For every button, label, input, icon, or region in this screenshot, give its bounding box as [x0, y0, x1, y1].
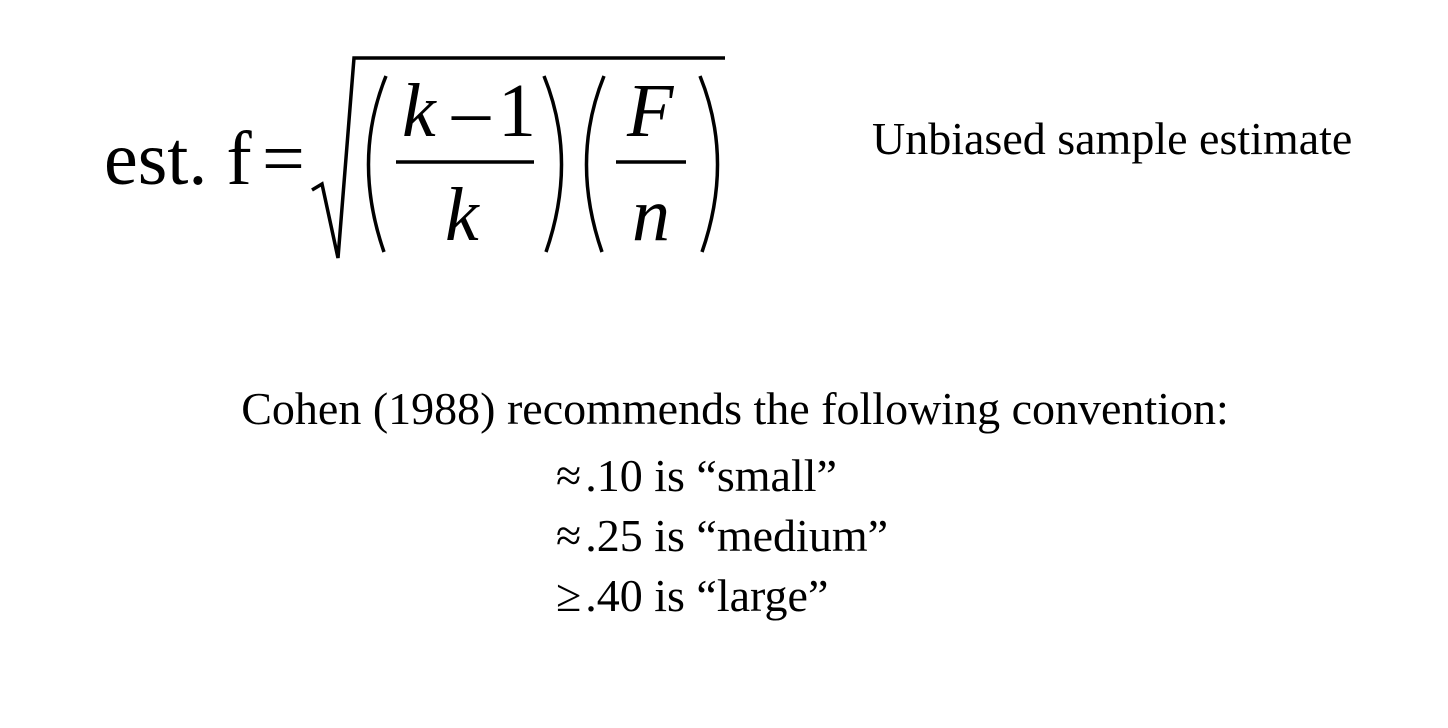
greater-equal-symbol: ≥ — [556, 570, 582, 621]
fraction1-numerator-k: k — [402, 69, 436, 153]
fraction1-denominator-k: k — [445, 173, 479, 257]
formula-lhs: est. f — [104, 117, 252, 201]
unbiased-estimate-label: Unbiased sample estimate — [872, 113, 1353, 164]
approx-symbol: ≈ — [556, 450, 582, 501]
effect-size-formula — [0, 0, 760, 290]
convention-list — [556, 446, 888, 626]
convention-text: .40 is “large” — [585, 570, 829, 621]
convention-text: .25 is “medium” — [585, 510, 889, 561]
convention-item-large — [556, 566, 888, 626]
convention-text: .10 is “small” — [585, 450, 837, 501]
fraction2-denominator-n: n — [632, 173, 670, 257]
convention-item-small — [556, 446, 888, 506]
left-paren-2 — [586, 76, 604, 252]
fraction2-numerator-F: F — [627, 69, 674, 153]
approx-symbol: ≈ — [556, 510, 582, 561]
right-paren-2 — [700, 76, 718, 252]
formula-equals-sign: = — [262, 117, 305, 201]
right-paren-1 — [544, 76, 562, 252]
left-paren-1 — [368, 76, 386, 252]
convention-item-medium — [556, 506, 888, 566]
fraction1-minus-sign: – — [452, 69, 490, 153]
fraction1-numerator-one: 1 — [498, 69, 536, 153]
convention-heading: Cohen (1988) recommends the following convention: — [241, 383, 1229, 434]
